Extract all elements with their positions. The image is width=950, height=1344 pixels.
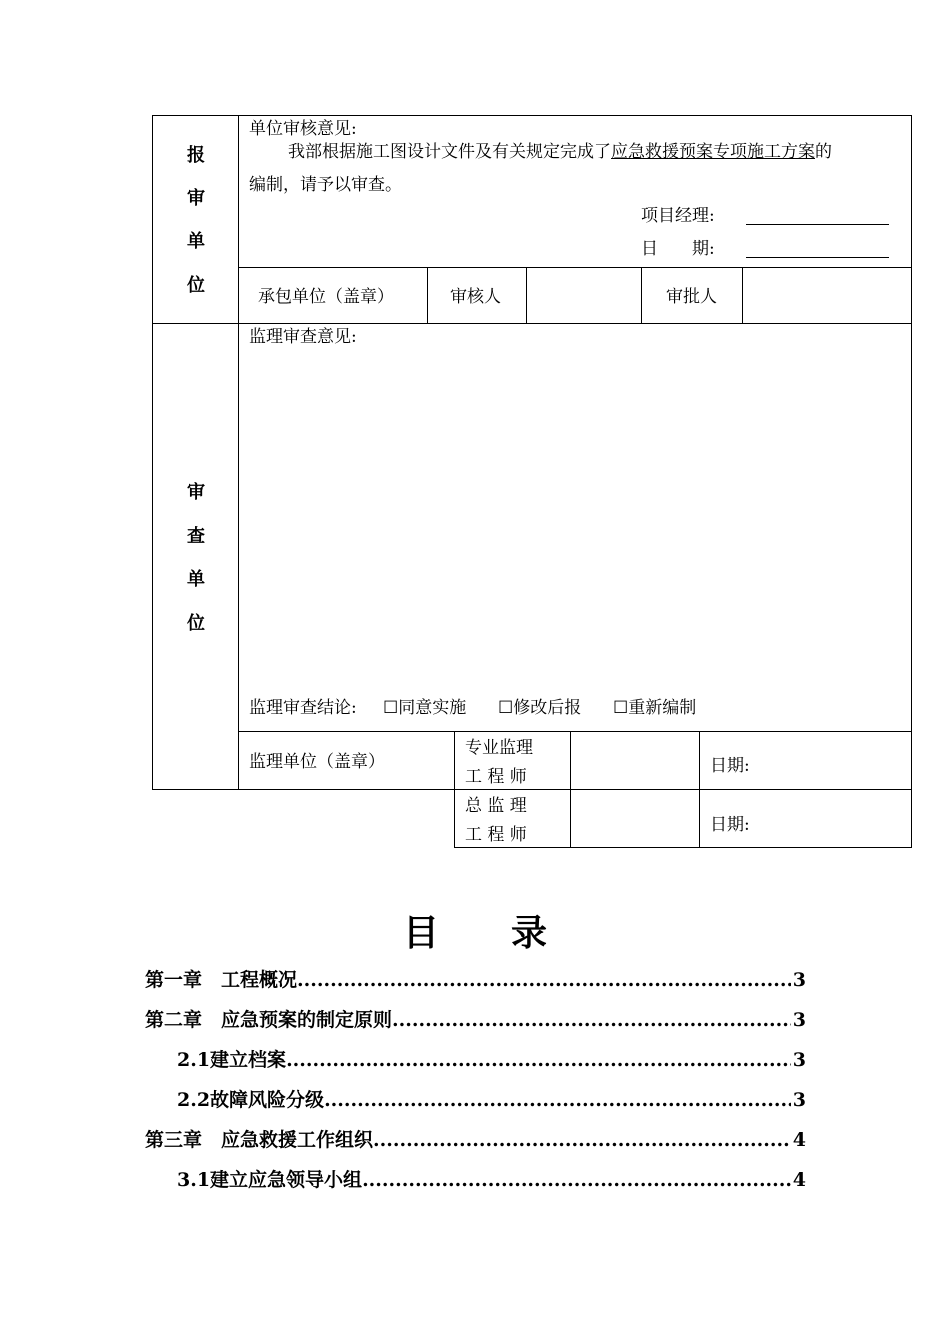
reviewer-label: 审核人 — [450, 287, 501, 307]
label-column-divider — [238, 115, 239, 790]
report-cell-divider-4 — [742, 267, 743, 323]
approver-label: 审批人 — [666, 287, 717, 307]
review-label-char: 查 — [187, 526, 205, 547]
table-border-right — [911, 115, 912, 848]
toc-leader — [324, 1088, 791, 1112]
review-label-char: 审 — [187, 482, 205, 503]
toc-leader — [373, 1128, 791, 1152]
table-border-left — [152, 115, 153, 790]
toc-entry-page: 4 — [792, 1129, 806, 1151]
toc-leader — [362, 1168, 791, 1192]
opinion-plan-name: 应急救援预案专项施工方案 — [611, 142, 815, 162]
toc-entry[interactable] — [145, 1128, 806, 1152]
report-label-char: 审 — [187, 188, 205, 209]
toc-entry-text: 第三章 应急救援工作组织 — [145, 1129, 374, 1151]
opinion-suffix: 的 — [815, 142, 832, 162]
toc-entry[interactable] — [145, 1008, 806, 1032]
toc-entry-page: 3 — [792, 1049, 806, 1071]
supervision-opinion-label: 监理审查意见: — [249, 327, 357, 347]
project-manager-signature-line — [746, 224, 889, 225]
report-cell-divider-3 — [641, 267, 642, 323]
toc-entry-text: 第二章 应急预案的制定原则 — [145, 1009, 393, 1031]
option-approve-checkbox[interactable]: ☐同意实施 — [383, 698, 467, 718]
toc-entry-text: 3.1建立应急领导小组 — [177, 1169, 363, 1191]
review-label-char: 位 — [187, 613, 205, 634]
report-cell-divider-1 — [427, 267, 428, 323]
toc-entry-page: 3 — [792, 1009, 806, 1031]
chief-engineer-label: 总 监 理 — [465, 796, 527, 816]
report-date-label: 日 期: — [641, 239, 715, 259]
toc-entry[interactable] — [177, 1048, 806, 1072]
toc-entry[interactable] — [145, 968, 806, 992]
specialist-engineer-label: 专业监理 — [465, 738, 533, 758]
toc-leader — [297, 968, 791, 992]
supervisor-seal-label: 监理单位（盖章） — [249, 752, 385, 772]
toc-entry-page: 3 — [792, 1089, 806, 1111]
row-divider-sections — [152, 323, 912, 324]
unit-opinion-text — [288, 142, 832, 162]
review-cell-divider-3 — [699, 731, 700, 848]
review-cell-divider-2 — [570, 731, 571, 848]
toc-entry[interactable] — [177, 1168, 806, 1192]
chief-date-label: 日期: — [710, 815, 750, 835]
table-border-bottom-main — [152, 789, 912, 790]
toc-entry[interactable] — [177, 1088, 806, 1112]
review-cell-divider-1 — [454, 731, 455, 848]
toc-leader — [286, 1048, 791, 1072]
project-manager-label: 项目经理: — [641, 206, 715, 226]
option-revise-checkbox[interactable]: ☐修改后报 — [498, 698, 582, 718]
unit-opinion-text-line2: 编制，请予以审查。 — [249, 175, 402, 195]
chief-engineer-label-line2: 工 程 师 — [465, 825, 527, 845]
toc-entry-text: 2.1建立档案 — [177, 1049, 287, 1071]
toc-entry-text: 第一章 工程概况 — [145, 969, 298, 991]
supervision-conclusion-label: 监理审查结论: — [249, 698, 357, 718]
toc-title: 目 录 — [402, 912, 547, 954]
report-date-line — [746, 257, 889, 258]
review-label-char: 单 — [187, 569, 205, 590]
report-cell-divider-2 — [526, 267, 527, 323]
toc-entry-page: 4 — [792, 1169, 806, 1191]
report-label-char: 报 — [187, 145, 205, 166]
contractor-seal-label: 承包单位（盖章） — [258, 287, 394, 307]
report-label-char: 单 — [187, 231, 205, 252]
report-label-char: 位 — [187, 275, 205, 296]
row-divider-report-inner — [238, 267, 912, 268]
toc-entry-page: 3 — [792, 969, 806, 991]
row-divider-review-inner — [238, 731, 912, 732]
unit-opinion-label: 单位审核意见: — [249, 119, 357, 139]
toc-leader — [392, 1008, 791, 1032]
table-border-bottom-extra — [454, 847, 912, 848]
specialist-date-label: 日期: — [710, 756, 750, 776]
option-recompile-checkbox[interactable]: ☐重新编制 — [613, 698, 697, 718]
table-border-top — [152, 115, 912, 116]
specialist-engineer-label-line2: 工 程 师 — [465, 767, 527, 787]
toc-entry-text: 2.2故障风险分级 — [177, 1089, 325, 1111]
opinion-prefix: 我部根据施工图设计文件及有关规定完成了 — [288, 142, 611, 162]
